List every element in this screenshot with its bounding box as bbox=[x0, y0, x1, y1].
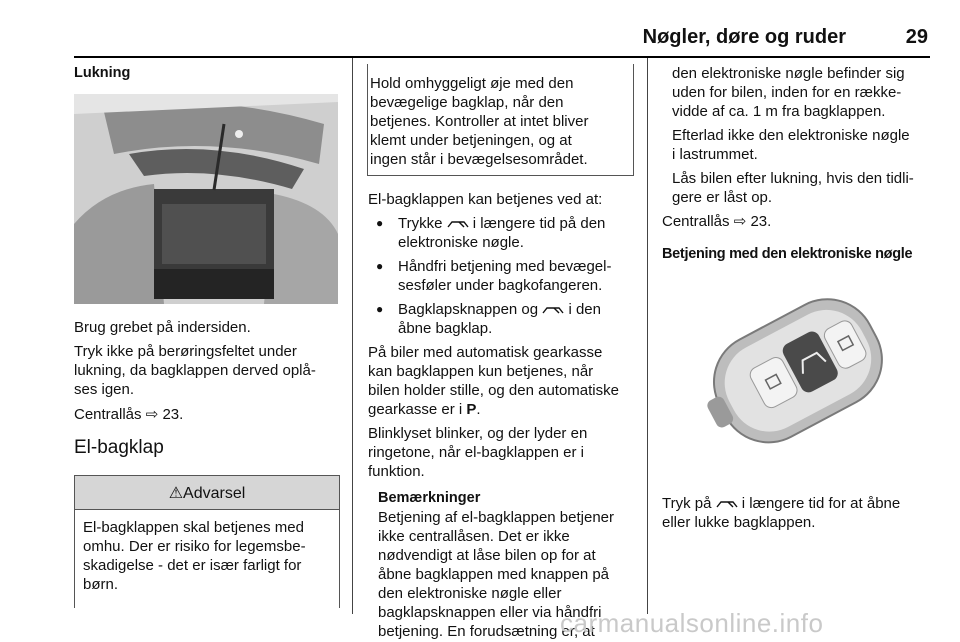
ref-arrow-icon: ⇨ bbox=[145, 406, 159, 423]
warning-body bbox=[75, 510, 339, 600]
text-line: bagklapsknappen eller via håndfri bbox=[378, 604, 602, 621]
ref-text: Centrallås bbox=[74, 406, 146, 423]
text: Trykke bbox=[398, 215, 447, 232]
bullet-button bbox=[368, 300, 634, 338]
text-line: den elektroniske nøgle eller bbox=[378, 585, 562, 602]
text-line: betjening. En forudsætning er, at bbox=[378, 623, 595, 640]
text: i længere tid på den bbox=[468, 215, 606, 232]
watermark: carmanualsonline.info bbox=[560, 608, 824, 638]
text-line: åbne bagklap. bbox=[398, 320, 493, 337]
ref-page: 23. bbox=[158, 406, 184, 423]
text-line: klemt under betjeningen, og at bbox=[370, 132, 572, 149]
tailgate-car-icon bbox=[542, 305, 564, 315]
page-number: 29 bbox=[905, 26, 928, 48]
text-line: El-bagklappen skal betjenes med bbox=[83, 519, 304, 536]
electronic-key-illustration bbox=[662, 278, 926, 470]
warning-title: Advarsel bbox=[183, 485, 246, 502]
text: i længere tid for at åbne bbox=[737, 495, 901, 512]
middle-column bbox=[368, 64, 634, 641]
bullet-handsfree bbox=[368, 257, 634, 295]
text-line: betjenes. Kontroller at intet bliver bbox=[370, 113, 589, 130]
text-line: vidde af ca. 1 m fra bagklappen. bbox=[672, 103, 886, 120]
text-line: Efterlad ikke den elektroniske nøgle bbox=[672, 127, 910, 144]
text-line: elektroniske nøgle. bbox=[398, 234, 524, 251]
text-line: ikke centrallåsen. Det er ikke bbox=[378, 528, 570, 545]
gear-p: P bbox=[466, 401, 477, 418]
para-signal bbox=[368, 424, 634, 481]
para-grip: Brug grebet på indersiden. bbox=[74, 319, 251, 336]
warning-box bbox=[74, 475, 340, 608]
ref-text: Centrallås bbox=[662, 213, 734, 230]
text-line: På biler med automatisk gearkasse bbox=[368, 344, 603, 361]
text-line: bilen holder stille, og den automatiske bbox=[368, 382, 619, 399]
text-line: kan bagklappen kun betjenes, når bbox=[368, 363, 594, 380]
warning-triangle-icon: ⚠ bbox=[168, 485, 184, 502]
text-line: Lås bilen efter lukning, hvis den tidli- bbox=[672, 170, 914, 187]
note-continued bbox=[662, 64, 932, 207]
para-press-key bbox=[662, 494, 932, 532]
text-line: funktion. bbox=[368, 463, 425, 480]
text-line: sesføler under bagkofangeren. bbox=[398, 277, 603, 294]
ref-arrow-icon: ⇨ bbox=[733, 213, 747, 230]
ref-page: 23. bbox=[746, 213, 772, 230]
tailgate-car-icon bbox=[447, 219, 469, 229]
text: Tryk på bbox=[662, 495, 716, 512]
column-divider-1 bbox=[352, 58, 353, 614]
text-line: ringetone, når el-bagklappen er i bbox=[368, 444, 584, 461]
text-line: eller lukke bagklappen. bbox=[662, 514, 816, 531]
text-line: ● Håndfri betjening med bevægel- bbox=[398, 258, 612, 275]
header-title: Nøgler, døre og ruder bbox=[642, 26, 846, 48]
text-line: lukning, da bagklappen derved oplå- bbox=[74, 362, 316, 379]
text-line: Hold omhyggeligt øje med den bbox=[370, 75, 574, 92]
electronic-key-photo bbox=[662, 278, 926, 470]
reference-centrallas bbox=[74, 405, 340, 424]
right-column bbox=[662, 64, 932, 532]
text-line: i lastrummet. bbox=[672, 146, 758, 163]
bullet-key bbox=[368, 214, 634, 252]
header-rule bbox=[74, 56, 930, 58]
text: . bbox=[476, 401, 481, 418]
text-line: Tryk ikke på berøringsfeltet under bbox=[74, 343, 297, 360]
heading-electronic-key: Betjening med den elektroniske nøgle bbox=[662, 246, 913, 262]
text-line: uden for bilen, inden for en række- bbox=[672, 84, 902, 101]
text-line: nødvendigt at låse bilen op for at bbox=[378, 547, 596, 564]
tailgate-car-icon bbox=[716, 499, 738, 509]
tailgate-photo bbox=[74, 94, 338, 304]
text-line: børn. bbox=[83, 576, 119, 593]
text-line: Betjening af el-bagklappen betjener bbox=[378, 509, 615, 526]
text: Bagklapsknappen og bbox=[398, 301, 543, 318]
heading-elbagklap: El-bagklap bbox=[74, 437, 164, 458]
warning-header bbox=[75, 476, 339, 510]
warning-box-continued bbox=[367, 64, 634, 176]
text-line: skadigelse - det er især farligt for bbox=[83, 557, 302, 574]
para-automatic bbox=[368, 343, 634, 419]
column-divider-2 bbox=[647, 58, 648, 614]
text-line: åbne bagklappen med knappen på bbox=[378, 566, 610, 583]
left-column bbox=[74, 64, 340, 608]
open-tailgate-illustration bbox=[74, 94, 338, 304]
text-line: omhu. Der er risiko for legemsbe- bbox=[83, 538, 306, 555]
text-line: gere er låst op. bbox=[672, 189, 773, 206]
reference-centrallas bbox=[662, 212, 932, 231]
text-line: bevægelige bagklap, når den bbox=[370, 94, 564, 111]
text-line: den elektroniske nøgle befinder sig bbox=[672, 65, 905, 82]
text-line: ingen står i bevægelsesområdet. bbox=[370, 151, 588, 168]
para-intro: El-bagklappen kan betjenes ved at: bbox=[368, 191, 603, 208]
text: i den bbox=[564, 301, 601, 318]
text-line: Blinklyset blinker, og der lyder en bbox=[368, 425, 588, 442]
para-touch bbox=[74, 342, 340, 399]
text-line: ses igen. bbox=[74, 381, 135, 398]
heading-lukning: Lukning bbox=[74, 65, 131, 81]
text: gearkasse er i bbox=[368, 401, 467, 418]
note-heading: Bemærkninger bbox=[378, 490, 481, 506]
